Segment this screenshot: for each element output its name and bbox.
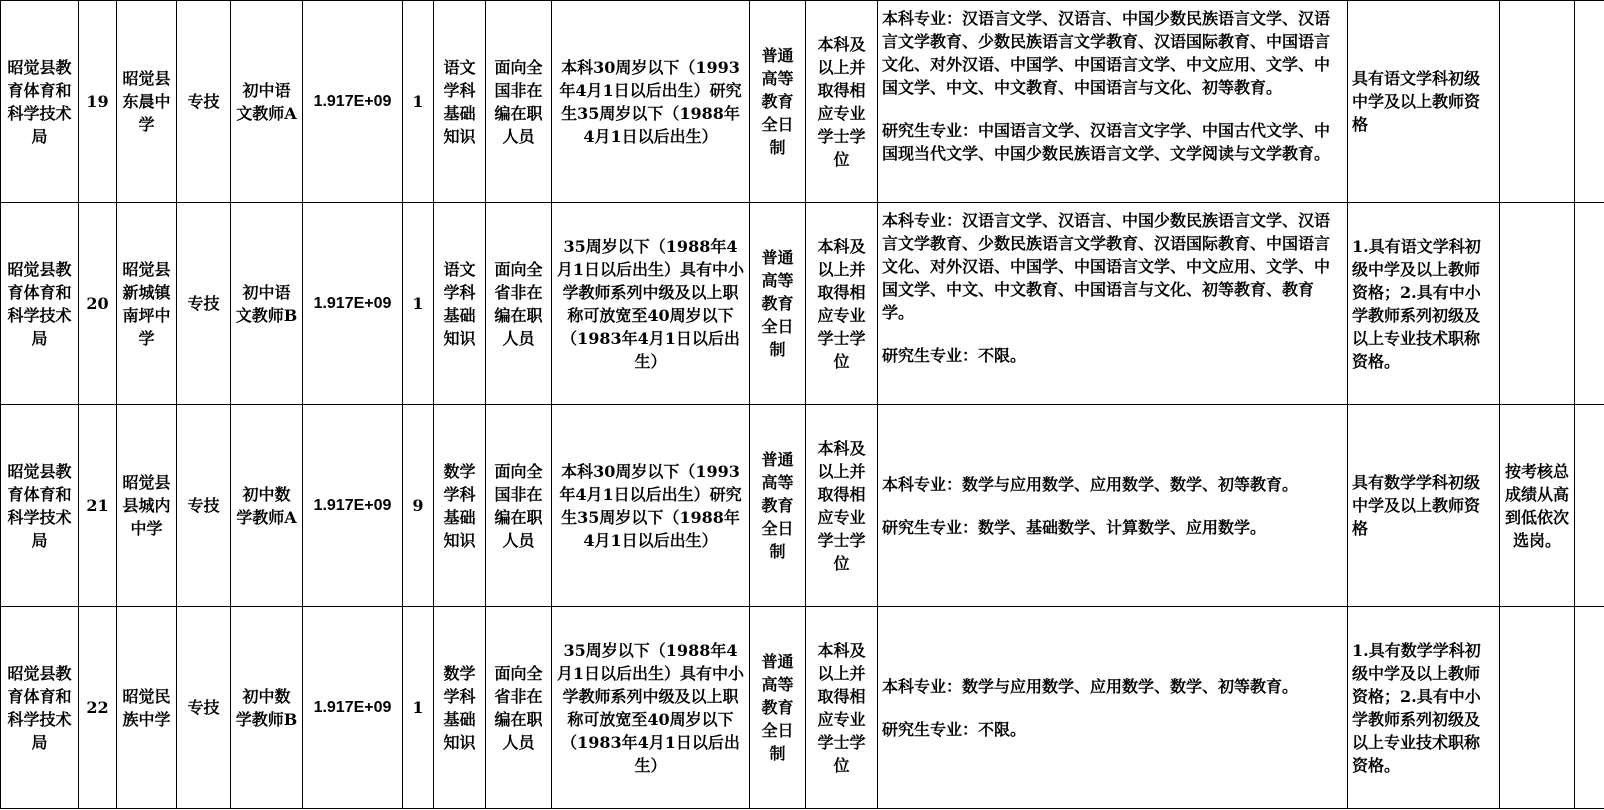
type-cell: 专技: [177, 607, 231, 809]
degree-cell: 本科及以上并取得相应专业学士学位: [806, 607, 878, 809]
remark-cell: [1500, 1, 1575, 203]
type-cell: 专技: [177, 405, 231, 607]
table-row: [1, 607, 1604, 809]
seq-cell: 21: [79, 405, 117, 607]
edu-cell: 普通高等教育全日制: [750, 203, 806, 405]
post-cell: 初中语文教师B: [231, 203, 303, 405]
remark-cell: 按考核总成绩从高到低依次选岗。: [1500, 405, 1575, 607]
dept-cell: 昭觉县教育体育和科学技术局: [1, 405, 79, 607]
degree-cell: 本科及以上并取得相应专业学士学位: [806, 405, 878, 607]
table-row: [1, 203, 1604, 405]
seq-cell: 19: [79, 1, 117, 203]
seq-cell: 20: [79, 203, 117, 405]
exam-cell: 语文学科基础知识: [434, 203, 486, 405]
exam-cell: 数学学科基础知识: [434, 405, 486, 607]
remark-cell: [1500, 607, 1575, 809]
dept-cell: 昭觉县教育体育和科学技术局: [1, 1, 79, 203]
other-cell: 具有数学学科初级中学及以上教师资格: [1348, 405, 1500, 607]
scope-cell: 面向全国非在编在职人员: [486, 405, 552, 607]
edu-cell: 普通高等教育全日制: [750, 405, 806, 607]
major-gap: [882, 698, 1343, 718]
major-undergrad: 本科专业：汉语言文学、汉语言、中国少数民族语言文学、汉语言文学教育、少数民族语言文学教育、汉语国际教育、中国语言文化、对外汉语、中国学、中国语言文学、中文应用、文学、中国文学、中文、中文教育、中国语言与文化、初等教育。: [882, 9, 1331, 97]
table-row: [1, 1, 1604, 203]
scope-cell: 面向全省非在编在职人员: [486, 203, 552, 405]
extra-cell: [1575, 405, 1604, 607]
code-cell: 1.917E+09: [303, 405, 403, 607]
major-gap: [882, 99, 1343, 119]
major-grad: 研究生专业：中国语言文学、汉语言文字学、中国古代文学、中国现当代文学、中国少数民族语言文学、文学阅读与文学教育。: [882, 121, 1331, 163]
extra-cell: [1575, 607, 1604, 809]
age-cell: 本科30周岁以下（1993年4月1日以后出生）研究生35周岁以下（1988年4月1日以后出生）: [552, 1, 750, 203]
major-undergrad: 本科专业：数学与应用数学、应用数学、数学、初等教育。: [882, 474, 1299, 494]
post-cell: 初中语文教师A: [231, 1, 303, 203]
school-cell: 昭觉县新城镇南坪中学: [117, 203, 177, 405]
age-cell: 35周岁以下（1988年4月1日以后出生）具有中小学教师系列中级及以上职称可放宽至40周岁以下（1983年4月1日以后出生）: [552, 203, 750, 405]
edu-cell: 普通高等教育全日制: [750, 1, 806, 203]
other-cell: 具有语文学科初级中学及以上教师资格: [1348, 1, 1500, 203]
age-cell: 35周岁以下（1988年4月1日以后出生）具有中小学教师系列中级及以上职称可放宽至40周岁以下（1983年4月1日以后出生）: [552, 607, 750, 809]
code-cell: 1.917E+09: [303, 203, 403, 405]
count-cell: 9: [403, 405, 434, 607]
degree-cell: 本科及以上并取得相应专业学士学位: [806, 203, 878, 405]
exam-cell: 语文学科基础知识: [434, 1, 486, 203]
school-cell: 昭觉县东晨中学: [117, 1, 177, 203]
major-grad: 研究生专业：数学、基础数学、计算数学、应用数学。: [882, 517, 1267, 537]
major-undergrad: 本科专业：数学与应用数学、应用数学、数学、初等教育。: [882, 676, 1299, 696]
major-cell: [878, 405, 1348, 607]
type-cell: 专技: [177, 203, 231, 405]
edu-cell: 普通高等教育全日制: [750, 607, 806, 809]
major-cell: [878, 607, 1348, 809]
other-cell: 1.具有数学学科初级中学及以上教师资格；2.具有中小学教师系列初级及以上专业技术职称资格。: [1348, 607, 1500, 809]
extra-cell: [1575, 1, 1604, 203]
dept-cell: 昭觉县教育体育和科学技术局: [1, 203, 79, 405]
count-cell: 1: [403, 1, 434, 203]
count-cell: 1: [403, 203, 434, 405]
code-cell: 1.917E+09: [303, 607, 403, 809]
dept-cell: 昭觉县教育体育和科学技术局: [1, 607, 79, 809]
type-cell: 专技: [177, 1, 231, 203]
major-undergrad: 本科专业：汉语言文学、汉语言、中国少数民族语言文学、汉语言文学教育、少数民族语言文学教育、汉语国际教育、中国语言文化、对外汉语、中国学、中国语言文学、中文应用、文学、中国文学、中文、中文教育、中国语言与文化、初等教育、教育学。: [882, 211, 1331, 322]
major-gap: [882, 324, 1343, 344]
code-cell: 1.917E+09: [303, 1, 403, 203]
school-cell: 昭觉县县城内中学: [117, 405, 177, 607]
post-cell: 初中数学教师B: [231, 607, 303, 809]
major-grad: 研究生专业：不限。: [882, 719, 1027, 739]
count-cell: 1: [403, 607, 434, 809]
degree-cell: 本科及以上并取得相应专业学士学位: [806, 1, 878, 203]
table-row: [1, 405, 1604, 607]
major-cell: [878, 1, 1348, 203]
scope-cell: 面向全省非在编在职人员: [486, 607, 552, 809]
post-cell: 初中数学教师A: [231, 405, 303, 607]
major-gap: [882, 496, 1343, 516]
other-cell: 1.具有语文学科初级中学及以上教师资格；2.具有中小学教师系列初级及以上专业技术职称资格。: [1348, 203, 1500, 405]
major-cell: [878, 203, 1348, 405]
school-cell: 昭觉民族中学: [117, 607, 177, 809]
scope-cell: 面向全国非在编在职人员: [486, 1, 552, 203]
exam-cell: 数学学科基础知识: [434, 607, 486, 809]
remark-cell: [1500, 203, 1575, 405]
major-grad: 研究生专业：不限。: [882, 346, 1027, 365]
seq-cell: 22: [79, 607, 117, 809]
extra-cell: [1575, 203, 1604, 405]
age-cell: 本科30周岁以下（1993年4月1日以后出生）研究生35周岁以下（1988年4月1日以后出生）: [552, 405, 750, 607]
